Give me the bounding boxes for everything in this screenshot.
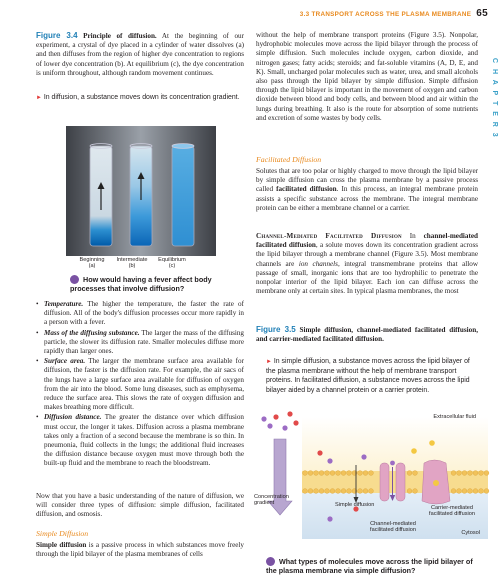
simple-diffusion-continued: without the help of membrane transport proteins (Figure 3.5). Nonpolar, hydrophobic molecules move across the lipid bilayer through the process of simple diffusion. Such molecules include oxygen, carbon dioxide, and nitrogen gases; fatty acids; steroids; and fat-soluble vitamins (A, D, E, and K). Small, uncharged polar molecules such as water, urea, and small alcohols also pass through the lipid bilayer by simple diffusion. Simple diffusion through the lipid bilayer is important in the movement of oxygen and carbon dioxide between blood and body cells, and between blood and air within the lungs during breathing. It also is the route for absorption of some nutrients and excretion of some wastes by body cells.	[256, 31, 478, 122]
phospholipid-head	[314, 471, 319, 476]
phospholipid-head	[407, 471, 412, 476]
figure-3-5-question: What types of molecules move across the lipid bilayer of the plasma membrane via simple diffusion?	[266, 557, 473, 575]
phospholipid-head	[341, 471, 346, 476]
figure-3-5-caption	[256, 325, 478, 344]
phospholipid-head	[468, 489, 473, 494]
section-title: 3.3 TRANSPORT ACROSS THE PLASMA MEMBRANE	[299, 11, 472, 18]
chapter-tab: C H A P T E R 3	[491, 58, 498, 139]
phospholipid-head	[451, 489, 456, 494]
lipid-bilayer	[302, 471, 489, 494]
diffusion-factors-list	[36, 300, 244, 470]
simple-diffusion-heading: Simple Diffusion	[36, 529, 89, 538]
list-item: • Surface area. The larger the membrane surface area available for diffusion, the faster is the diffusion rate. For example, the air sacs of the lungs have a large surface area available for diffusion of oxygen from the air into the blood. Some lung diseases, such as emphysema, reduce the surface area. This slows the rate of oxygen diffusion and makes breathing more difficult.	[36, 357, 244, 412]
phospholipid-head	[479, 489, 484, 494]
label-extracellular-fluid: Extracellular fluid	[433, 414, 476, 420]
phospholipid-head	[358, 471, 363, 476]
page-number: 65	[476, 8, 488, 19]
phospholipid-head	[462, 489, 467, 494]
list-item: • Temperature. The higher the temperature, the faster the rate of diffusion. All of the body's diffusion processes occur more rapidly in a person with a fever.	[36, 300, 244, 328]
figure-3-4-question: How would having a fever affect body processes that involve diffusion?	[70, 275, 212, 293]
figure-caption-text: At the beginning of our experiment, a crystal of dye placed in a cylinder of water dissolves (a) and then diffuses from the region of higher dye concentration to regions of lower dye concentration (b). At equilibrium (c), the dye concentration is uniform throughout, although random movement continues.	[36, 32, 244, 77]
inset-text: In diffusion, a substance moves down its concentration gradient.	[43, 94, 240, 101]
phospholipid-head	[347, 489, 352, 494]
simple-diffusion-paragraph: Simple diffusion is a passive process in which substances move freely through the lipid bilayer of the plasma membranes of cells	[36, 541, 244, 559]
phospholipid-head	[363, 489, 368, 494]
phospholipid-head	[473, 471, 478, 476]
figure-3-4-caption	[36, 31, 244, 78]
phospholipid-head	[369, 471, 374, 476]
phospholipid-head	[484, 489, 489, 494]
question-icon	[266, 557, 275, 566]
phospholipid-head	[314, 489, 319, 494]
types-paragraph: Now that you have a basic understanding of the nature of diffusion, we will consider three types of diffusion: simple diffusion, facilitated diffusion, and osmosis.	[36, 492, 244, 519]
phospholipid-head	[457, 489, 462, 494]
membrane-illustration	[256, 409, 490, 539]
phospholipid-head	[457, 471, 462, 476]
phospholipid-head	[347, 471, 352, 476]
phospholipid-head	[319, 489, 324, 494]
figure-3-5-inset: ► In simple diffusion, a substance moves across the lipid bilayer of the plasma membrane without the help of membrane transport proteins. In facilitated diffusion, a substance moves across the lipid bilayer aided by a channel protein or a carrier protein.	[266, 358, 470, 394]
phospholipid-head	[451, 471, 456, 476]
question-icon	[70, 275, 79, 284]
phospholipid-head	[363, 471, 368, 476]
phospholipid-head	[336, 489, 341, 494]
phospholipid-head	[303, 471, 308, 476]
diffusion-photo	[36, 126, 244, 256]
channel-mediated-paragraph: Channel-Mediated Facilitated Diffusion In channel-mediated facilitated diffusion, a solute moves down its concentration gradient across the lipid bilayer through a membrane channel (Figure 3.5). Most membrane channels are ion channels, integral transmembrane proteins that allow passage of small, inorganic ions that are too hydrophilic to penetrate the nonpolar interior of the lipid bilayer. Each ion can diffuse across the membrane only at certain sites. In typical plasma membranes, the most	[256, 232, 479, 296]
label-channel-mediated: Channel-mediated facilitated diffusion	[370, 521, 416, 534]
carrier-protein	[422, 460, 450, 504]
figure-label: Figure 3.5	[256, 325, 296, 334]
phospholipid-head	[407, 489, 412, 494]
label-cytosol: Cytosol	[461, 530, 480, 536]
phospholipid-head	[413, 489, 418, 494]
phospholipid-head	[413, 471, 418, 476]
phospholipid-head	[330, 471, 335, 476]
phospholipid-head	[484, 471, 489, 476]
phospholipid-head	[369, 489, 374, 494]
label-equilibrium: Equilibrium (c)	[158, 257, 186, 270]
phospholipid-head	[473, 489, 478, 494]
label-concentration-gradient: Concentration gradient	[254, 494, 289, 507]
facilitated-diffusion-paragraph: Solutes that are too polar or highly charged to move through the lipid bilayer by simple diffusion can cross the plasma membrane by a passive process called facilitated diffusion. In this process, an integral membrane protein assists a specific substance across the membrane. The integral membrane protein can be either a membrane channel or a carrier.	[256, 167, 478, 212]
phospholipid-head	[325, 489, 330, 494]
phospholipid-head	[308, 489, 313, 494]
phospholipid-head	[341, 489, 346, 494]
phospholipid-head	[479, 471, 484, 476]
figure-3-4-inset	[36, 93, 244, 103]
label-intermediate: Intermediate (b)	[116, 257, 148, 270]
running-header	[300, 8, 488, 19]
label-beginning: Beginning (a)	[79, 257, 105, 270]
channel-mediated-heading: Channel-Mediated Facilitated Diffusion	[256, 232, 402, 240]
phospholipid-head	[325, 471, 330, 476]
cylinder-c	[172, 146, 194, 246]
key-point-icon: ►	[266, 359, 272, 365]
figure-label: Figure 3.4	[36, 31, 78, 40]
figure-title: Simple diffusion, channel-mediated facilitated diffusion, and carrier-mediated facilitated diffusion.	[256, 326, 478, 344]
phospholipid-head	[462, 471, 467, 476]
phospholipid-head	[319, 471, 324, 476]
list-item: • Mass of the diffusing substance. The larger the mass of the diffusing particle, the slower its diffusion rate. Smaller molecules diffuse more rapidly than larger ones.	[36, 329, 244, 357]
phospholipid-head	[336, 471, 341, 476]
label-carrier-mediated: Carrier-mediated facilitated diffusion	[429, 505, 475, 518]
cylinders-illustration	[36, 126, 244, 256]
phospholipid-head	[468, 471, 473, 476]
facilitated-diffusion-heading: Facilitated Diffusion	[256, 155, 322, 164]
membrane-diagram	[256, 409, 490, 539]
label-simple-diffusion: Simple diffusion	[335, 502, 375, 508]
phospholipid-head	[330, 489, 335, 494]
phospholipid-head	[308, 471, 313, 476]
phospholipid-head	[358, 489, 363, 494]
phospholipid-head	[303, 489, 308, 494]
list-item: • Diffusion distance. The greater the distance over which diffusion must occur, the longer it takes. Diffusion across a plasma membrane takes only a fraction of a second because the membrane is so thin. In pneumonia, fluid collects in the lungs; the additional fluid increases the diffusion distance because oxygen must move through both the built-up fluid and the membrane to reach the bloodstream.	[36, 413, 244, 468]
key-point-icon: ►	[36, 95, 42, 101]
figure-title: Principle of diffusion.	[83, 32, 157, 40]
